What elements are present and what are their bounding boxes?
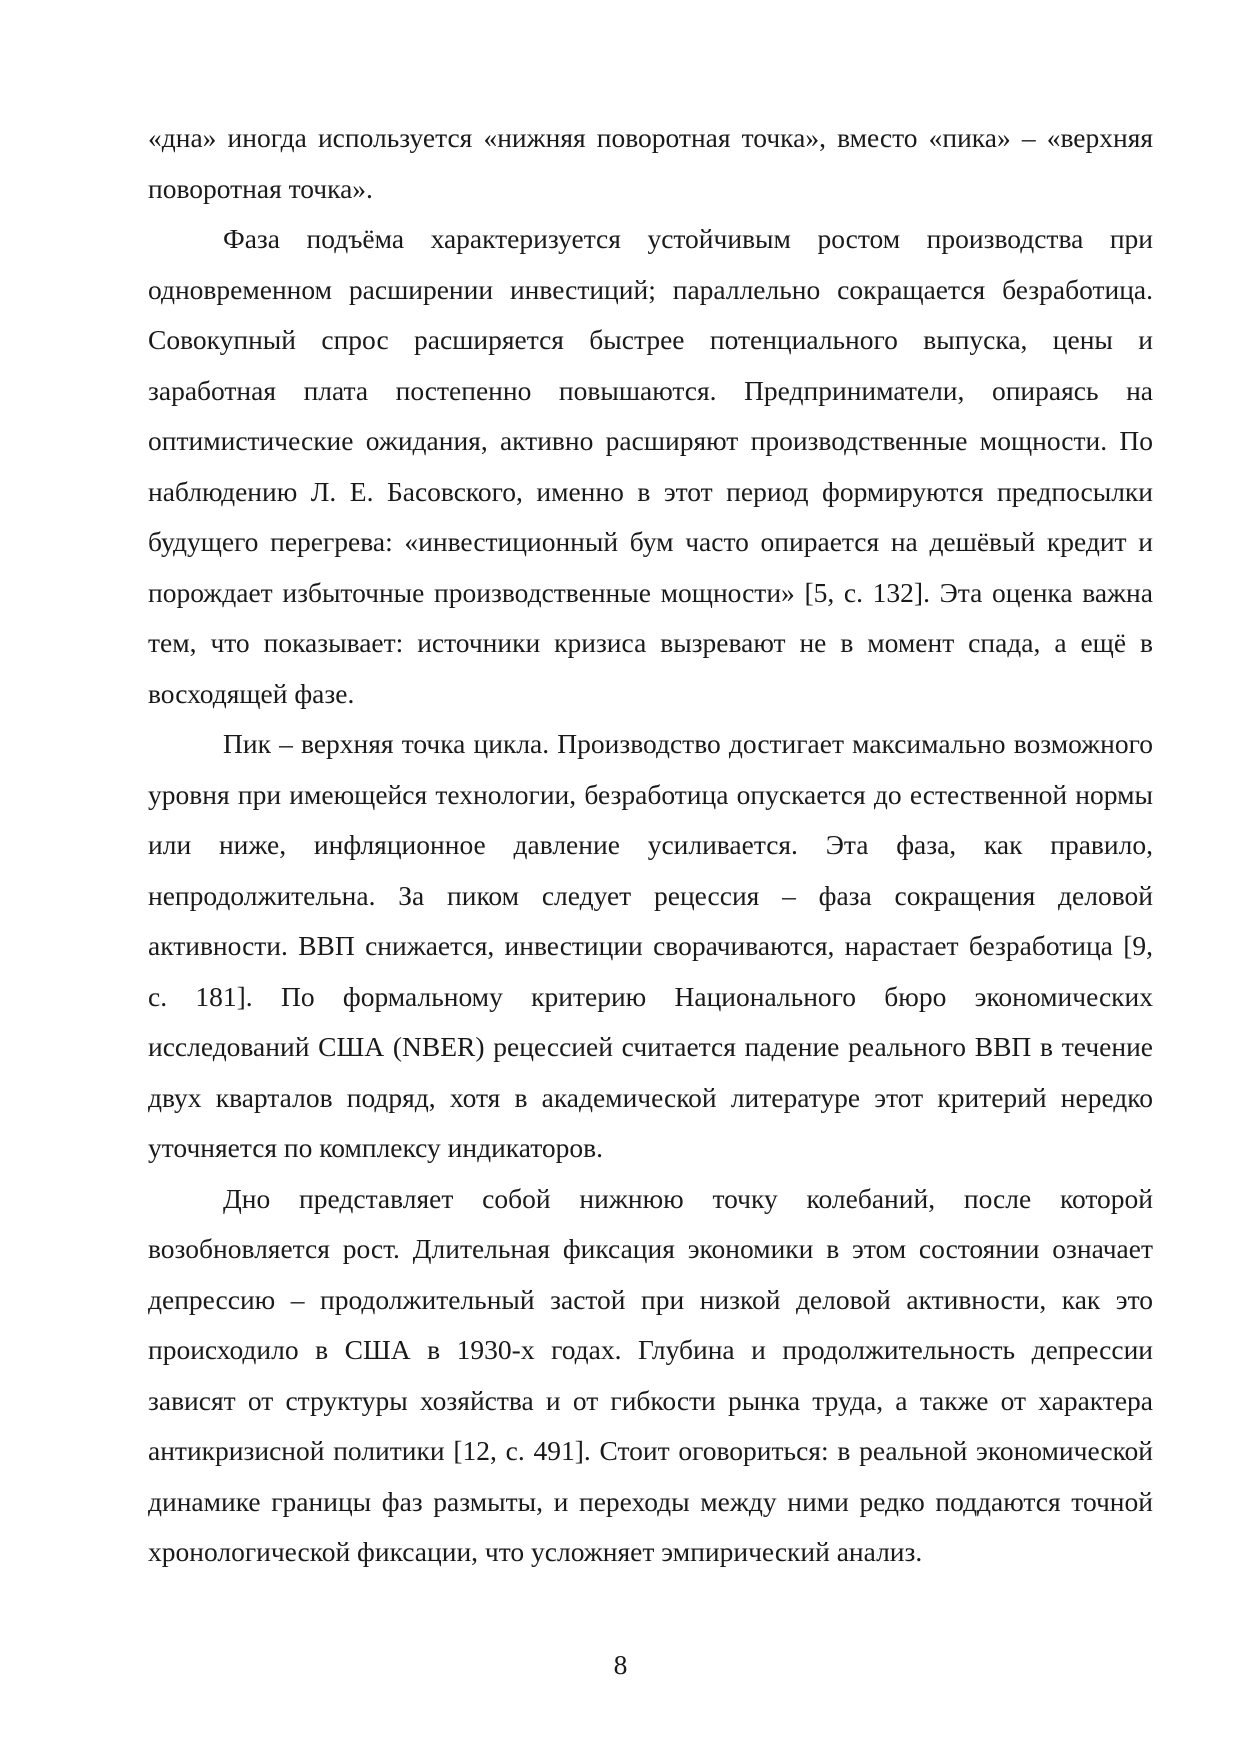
page-number: 8: [613, 1649, 628, 1680]
paragraph-peak-phase: Пик – верхняя точка цикла. Производство достигает максимально возможного уровня при имеющейся технологии, безработица опускается до естественной нормы или ниже, инфляционное давление усиливается. Эта фаза, как правило, непродолжительна. За пиком следует рецессия – фаза сокращения деловой активности. ВВП снижается, инвестиции сворачиваются, нарастает безработица [9, с. 181]. По формальному критерию Национального бюро экономических исследований США (NBER) рецессией считается падение реального ВВП в течение двух кварталов подряд, хотя в академической литературе этот критерий нередко уточняется по комплексу индикаторов.: [148, 728, 1153, 1163]
paragraph-continuation: «дна» иногда используется «нижняя поворотная точка», вместо «пика» – «верхняя поворотная точка».: [148, 122, 1153, 204]
paragraph-trough-phase: Дно представляет собой нижнюю точку колебаний, после которой возобновляется рост. Длительная фиксация экономики в этом состоянии означает депрессию – продолжительный застой при низкой деловой активности, как это происходило в США в 1930-х годах. Глубина и продолжительность депрессии зависят от структуры хозяйства и от гибкости рынка труда, а также от характера антикризисной политики [12, с. 491]. Стоит оговориться: в реальной экономической динамике границы фаз размыты, и переходы между ними редко поддаются точной хронологической фиксации, что усложняет эмпирический анализ.: [148, 1182, 1153, 1567]
body-text: [148, 113, 1153, 1578]
paragraph-growth-phase: Фаза подъёма характеризуется устойчивым ростом производства при одновременном расширении инвестиций; параллельно сокращается безработица. Совокупный спрос расширяется быстрее потенциального выпуска, цены и заработная плата постепенно повышаются. Предприниматели, опираясь на оптимистические ожидания, активно расширяют производственные мощности. По наблюдению Л. Е. Басовского, именно в этот период формируются предпосылки будущего перегрева: «инвестиционный бум часто опирается на дешёвый кредит и порождает избыточные производственные мощности» [5, с. 132]. Эта оценка важна тем, что показывает: источники кризиса вызревают не в момент спада, а ещё в восходящей фазе.: [148, 223, 1153, 709]
